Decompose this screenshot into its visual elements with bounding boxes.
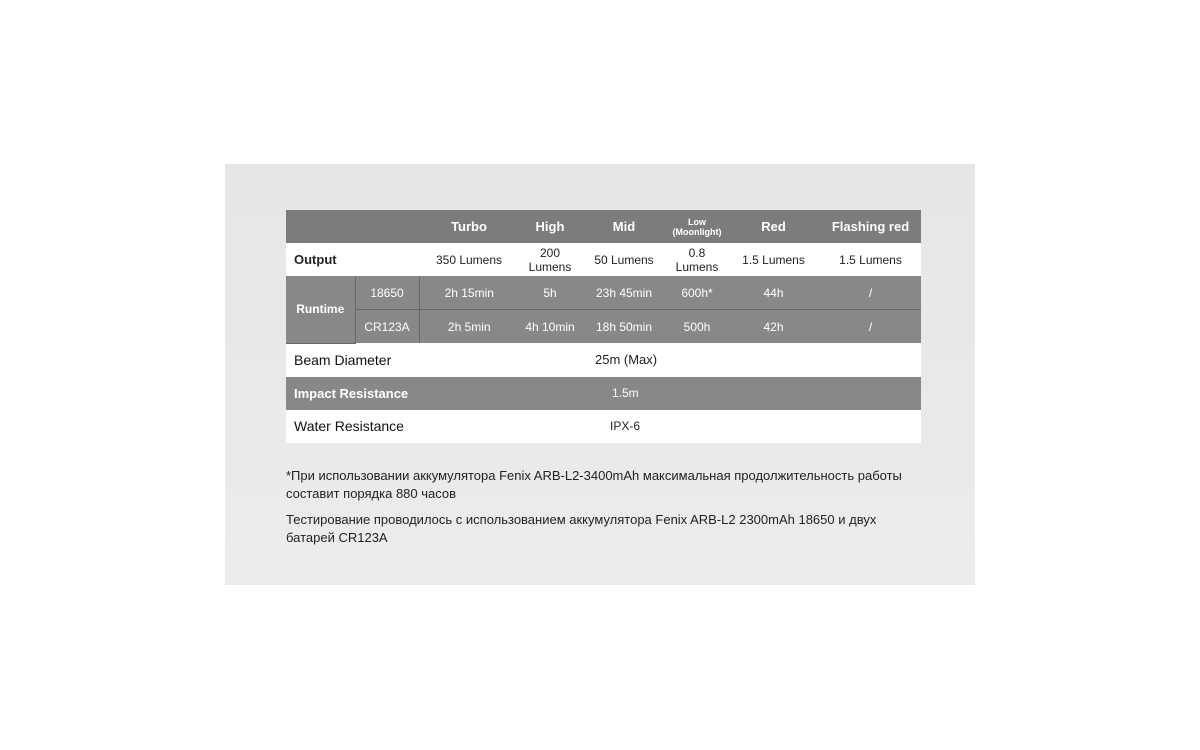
runtime-cr123a-mid: 18h 50min [581,310,667,344]
footnote-testing: Тестирование проводилось с использованием аккумулятора Fenix ARB-L2 2300mAh 18650 и двух батарей CR123A [286,512,877,545]
runtime-label: Runtime [286,276,355,343]
header-turbo: Turbo [419,210,519,243]
header-red: Red [727,210,820,243]
impact-resistance-label: Impact Resistance [286,377,419,410]
output-turbo: 350 Lumens [419,243,519,276]
output-flashing-red: 1.5 Lumens [820,243,921,276]
runtime-cr123a-low: 500h [667,310,727,344]
output-row [286,243,921,276]
impact-resistance-row [286,377,921,410]
runtime-cr123a-high: 4h 10min [519,310,581,344]
header-mid: Mid [581,210,667,243]
impact-resistance-value: 1.5m [419,377,921,410]
water-resistance-value: IPX-6 [419,410,921,443]
runtime-18650-flashing-red: / [820,276,921,310]
runtime-cr123a-flashing-red: / [820,310,921,344]
runtime-18650-turbo: 2h 15min [419,276,519,310]
beam-diameter-label: Beam Diameter [286,343,419,377]
output-mid: 50 Lumens [581,243,667,276]
header-low-label: Low [688,216,706,227]
header-row [286,210,921,243]
header-high: High [519,210,581,243]
runtime-cr123a-turbo: 2h 5min [419,310,519,344]
runtime-18650-mid: 23h 45min [581,276,667,310]
footnotes [286,467,926,555]
battery-18650: 18650 [355,276,419,310]
runtime-row-18650 [286,276,921,310]
runtime-18650-low: 600h* [667,276,727,310]
battery-cr123a: CR123A [355,310,419,344]
header-flashing-red: Flashing red [820,210,921,243]
header-blank [286,210,419,243]
header-low-sublabel: (Moonlight) [672,226,722,237]
output-label: Output [286,243,419,276]
water-resistance-label: Water Resistance [286,410,419,443]
water-resistance-row [286,410,921,443]
header-low [667,210,727,243]
runtime-row-cr123a [286,310,921,344]
spec-table [286,210,921,443]
runtime-18650-high: 5h [519,276,581,310]
beam-diameter-value: 25m (Max) [419,343,921,377]
runtime-18650-red: 44h [727,276,820,310]
output-high: 200 Lumens [519,243,581,276]
output-red: 1.5 Lumens [727,243,820,276]
output-low: 0.8 Lumens [667,243,727,276]
runtime-cr123a-red: 42h [727,310,820,344]
spec-panel [225,164,975,585]
footnote-moonlight: *При использовании аккумулятора Fenix ARB-L2-3400mAh максимальная продолжительность работы составит порядка 880 часов [286,468,902,501]
beam-diameter-row [286,343,921,377]
